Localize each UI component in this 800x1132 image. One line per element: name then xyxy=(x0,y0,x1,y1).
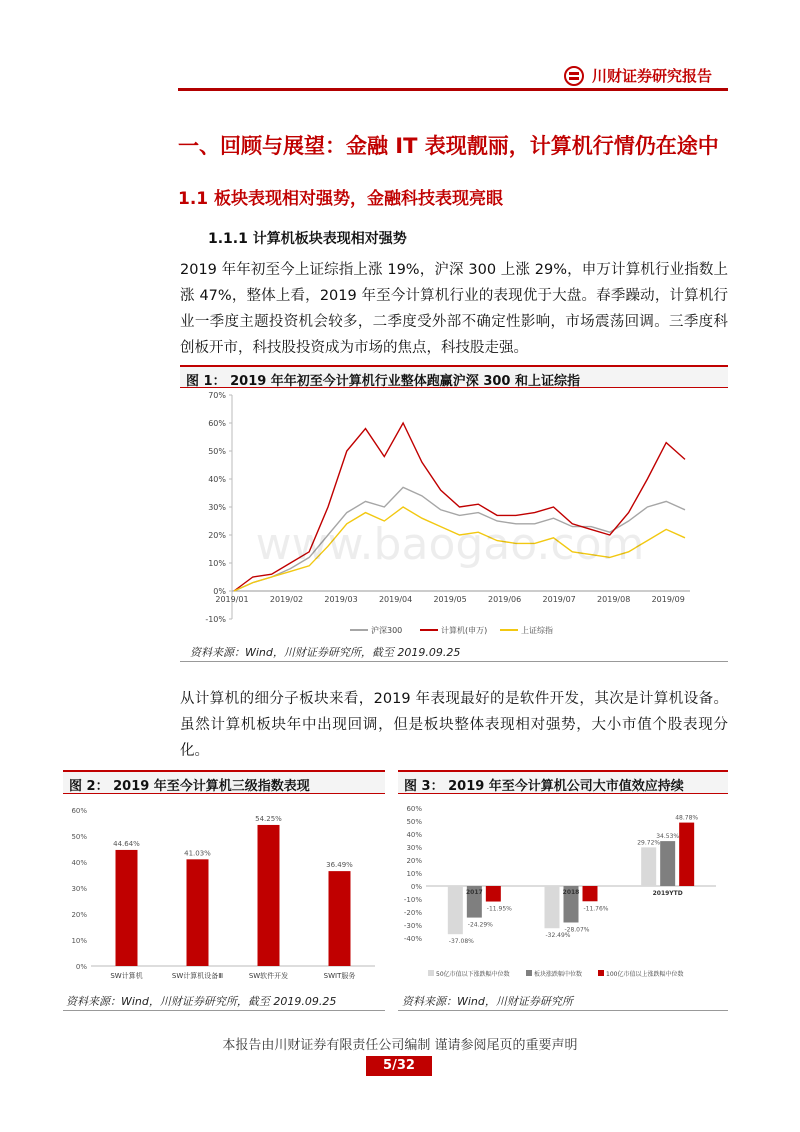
chart3-data-label: 48.78% xyxy=(675,814,699,822)
figure-2-source: 资料来源：Wind，川财证券研究所，截至 2019.09.25 xyxy=(66,995,337,1008)
chart1-y-tick-label: 20% xyxy=(208,531,226,540)
chart1-x-tick-label: 2019/02 xyxy=(269,595,304,604)
page-number: 5/32 xyxy=(366,1056,432,1076)
paragraph-market-overview: 2019 年年初至今上证综指上涨 19%，沪深 300 上涨 29%，申万计算机行业指数上涨 47%，整体上看，2019 年至今计算机行业的表现优于大盘。春季躁动，计算机行业一季度主题投资机会较多，二季度受外部不确定性影响，市场震荡回调。三季度科创板开市，科技股投资成为市场的焦点，科技股走强。 xyxy=(180,262,728,356)
chart1-y-tick-label: -10% xyxy=(205,615,226,624)
chart2-data-label: 54.25% xyxy=(255,814,282,823)
chart3-legend-label: 100亿市值以上涨跌幅中位数 xyxy=(606,971,684,978)
chart3-y-tick-label: 60% xyxy=(406,805,422,813)
chart3-bar xyxy=(545,886,560,928)
chart3-data-label: -32.49% xyxy=(545,932,571,940)
figure-1-source: 资料来源：Wind，川财证券研究所，截至 2019.09.25 xyxy=(190,646,461,659)
chart3-y-tick-label: -10% xyxy=(403,896,422,904)
chart2-y-tick-label: 50% xyxy=(71,833,87,841)
chart2-data-label: 41.03% xyxy=(184,849,211,858)
chart1-x-tick-label: 2019/03 xyxy=(324,595,358,604)
chart3-legend-swatch-2 xyxy=(598,970,604,976)
chart3-y-tick-label: -20% xyxy=(403,909,422,917)
chart3-legend-swatch-0 xyxy=(428,970,434,976)
figure-1-title: 图 1： 2019 年年初至今计算机行业整体跑赢沪深 300 和上证综指 xyxy=(180,365,728,388)
chart2-bar xyxy=(116,850,138,966)
chart3-bar xyxy=(583,886,598,901)
chart3-y-tick-label: 50% xyxy=(406,818,422,826)
chart1-y-tick-label: 60% xyxy=(208,419,226,428)
figure-2-bottom-rule xyxy=(63,1010,385,1011)
chart3-bar xyxy=(679,823,694,886)
chart3-y-tick-label: 10% xyxy=(406,870,422,878)
figure-1-bottom-rule xyxy=(180,661,728,662)
chart3-legend-swatch-1 xyxy=(526,970,532,976)
header-rule xyxy=(178,88,728,91)
section-heading-1-1-1: 1.1.1 计算机板块表现相对强势 xyxy=(208,231,407,247)
figure-3-bar-chart xyxy=(398,798,728,990)
chart3-y-tick-label: 0% xyxy=(410,883,422,891)
section-heading-1-1: 1.1 板块表现相对强势，金融科技表现亮眼 xyxy=(178,189,504,209)
chart2-y-tick-label: 40% xyxy=(71,859,87,867)
chart1-x-tick-label: 2019/04 xyxy=(378,595,413,604)
chart2-x-tick-label: SW软件开发 xyxy=(248,972,289,980)
chart1-x-tick-label: 2019/06 xyxy=(488,595,522,604)
chart2-x-tick-label: SW计算机 xyxy=(110,972,143,980)
chart2-y-tick-label: 60% xyxy=(71,807,87,815)
chart3-x-tick-label: 2018 xyxy=(562,889,580,896)
chart3-y-tick-label: 40% xyxy=(406,831,422,839)
chart2-data-label: 36.49% xyxy=(326,861,353,870)
chart2-y-tick-label: 0% xyxy=(75,963,87,971)
chart2-y-tick-label: 20% xyxy=(71,911,87,919)
chart3-data-label: -11.76% xyxy=(583,905,609,913)
chart3-data-label: -28.07% xyxy=(564,926,590,934)
chart1-legend-label: 计算机(申万) xyxy=(441,626,488,635)
chart3-x-tick-label: 2019YTD xyxy=(652,890,683,897)
chart1-y-tick-label: 0% xyxy=(213,587,226,596)
chart1-x-tick-label: 2019/01 xyxy=(215,595,249,604)
chart1-watermark: www.baogao.com xyxy=(255,519,645,570)
chart3-data-label: -37.08% xyxy=(448,938,474,946)
chart3-legend-label: 50亿市值以下涨跌幅中位数 xyxy=(436,971,510,978)
chart1-legend-label: 上证综指 xyxy=(521,626,553,635)
chart3-y-tick-label: -40% xyxy=(403,935,422,943)
chart3-data-label: -24.29% xyxy=(467,921,493,929)
chart3-legend-label: 板块涨跌幅中位数 xyxy=(534,971,583,978)
chart3-x-tick-label: 2017 xyxy=(465,889,483,896)
chart3-data-label: 34.53% xyxy=(656,833,680,841)
figure-2-title: 图 2： 2019 年至今计算机三级指数表现 xyxy=(63,770,385,794)
chart2-bar xyxy=(329,871,351,966)
chart3-y-tick-label: 30% xyxy=(406,844,422,852)
figure-3-title: 图 3： 2019 年至今计算机公司大市值效应持续 xyxy=(398,770,728,794)
chart1-legend-label: 沪深300 xyxy=(371,626,403,635)
chart2-data-label: 44.64% xyxy=(113,839,140,848)
chart2-y-tick-label: 30% xyxy=(71,885,87,893)
chart2-x-tick-label: SW计算机设备Ⅲ xyxy=(171,972,224,980)
chart3-bar xyxy=(660,841,675,886)
chart1-x-tick-label: 2019/09 xyxy=(651,595,685,604)
chart3-bar xyxy=(486,886,501,902)
chart3-data-label: -11.95% xyxy=(486,905,512,913)
chart2-x-tick-label: SWIT服务 xyxy=(323,972,356,980)
chart3-y-tick-label: 20% xyxy=(406,857,422,865)
chart1-x-tick-label: 2019/05 xyxy=(433,595,467,604)
footer-disclaimer: 本报告由川财证券有限责任公司编制 谨请参阅尾页的重要声明 xyxy=(222,1038,578,1053)
figure-3-source: 资料来源：Wind，川财证券研究所 xyxy=(402,995,573,1008)
chart1-y-tick-label: 40% xyxy=(208,475,226,484)
chart1-x-tick-label: 2019/07 xyxy=(542,595,576,604)
chart1-y-tick-label: 70% xyxy=(208,391,226,400)
chart3-bar xyxy=(641,847,656,886)
chart2-y-tick-label: 10% xyxy=(71,937,87,945)
chart1-y-tick-label: 50% xyxy=(208,447,226,456)
brand-logo-icon xyxy=(564,66,584,86)
chart3-data-label: 29.72% xyxy=(637,839,661,847)
chart1-x-tick-label: 2019/08 xyxy=(597,595,631,604)
brand-name: 川财证券研究报告 xyxy=(592,67,713,85)
chart2-bar xyxy=(187,859,209,966)
figure-3-bottom-rule xyxy=(398,1010,728,1011)
chart2-bar xyxy=(258,825,280,966)
figure-2-bar-chart xyxy=(63,798,385,990)
chart1-y-tick-label: 30% xyxy=(208,503,226,512)
chart3-bar xyxy=(448,886,463,934)
section-heading-1: 一、回顾与展望：金融 IT 表现靓丽，计算机行情仍在途中 xyxy=(178,134,719,158)
paragraph-subsector-analysis: 从计算机的细分子板块来看，2019 年表现最好的是软件开发，其次是计算机设备。虽然计算机板块年中出现回调，但是板块整体表现相对强势，大小市值个股表现分化。 xyxy=(180,691,728,759)
chart3-y-tick-label: -30% xyxy=(403,922,422,930)
chart1-y-tick-label: 10% xyxy=(208,559,226,568)
figure-1-line-chart xyxy=(180,389,728,641)
